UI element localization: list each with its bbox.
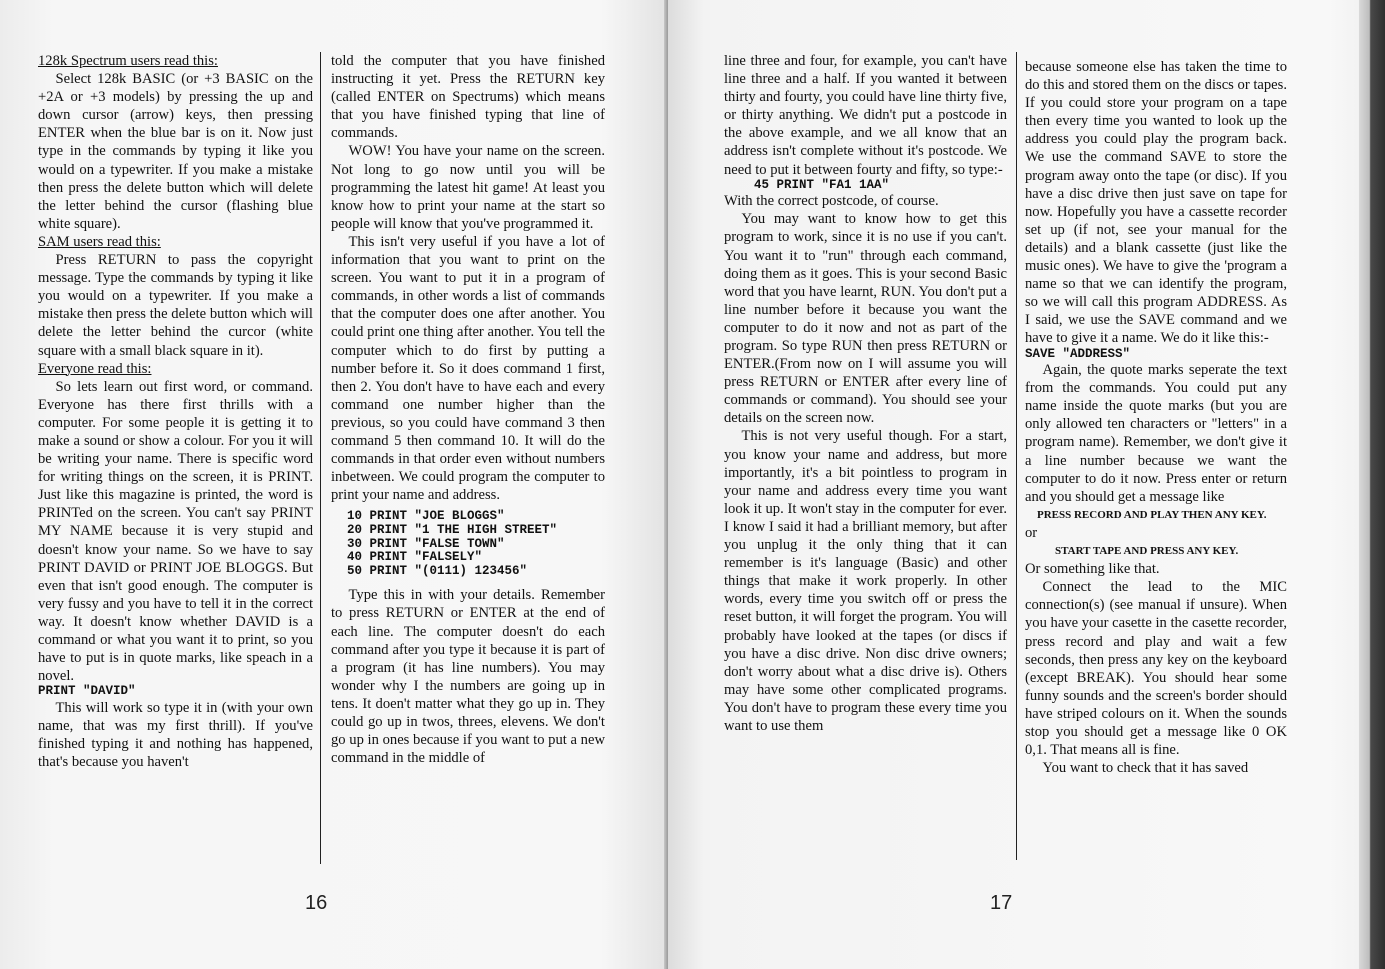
paragraph: This will work so type it in (with your own name, that was my first thrill). If you've finished typing it and nothing has happened, that's because you haven't xyxy=(38,699,313,771)
code-postcode: 45 PRINT "FA1 1AA" xyxy=(754,177,890,192)
paragraph: This is not very useful though. For a start, you know your name and address, but more importantly, it's a bit pointless to program in your name and address every time you want look it up. It won't stay in the computer for ever. I know I said it had a brilliant memory, but after you unplug it the only thing that it can remember is it's language (Basic) and other things that make it work properly. In other words, every time you switch off or press the reset button, it will forget the program. You will probably have looked at the tapes (or discs if you have a disc drive. Non disc drive owners; don't worry about what a disc drive is). Others may have some other complicated programs. You don't have to program these every time you want to use them xyxy=(724,428,1007,734)
paragraph: With the correct postcode, of course. xyxy=(724,193,939,210)
page-edge xyxy=(1359,0,1385,969)
page-number-right: 17 xyxy=(990,892,1013,914)
paragraph: Type this in with your details. Remember to press RETURN or ENTER at the end of each line. The computer doesn't do each command after you type it because it is part of a program (it has line numbers). You may wonder why I the numbers are going up in tens. It doen't matter what they go up in. They could go up in twos, threes, elevens. We don't go up in ones because if you want to put a new command in the middle of xyxy=(331,587,605,767)
paragraph: Or something like that. xyxy=(1025,561,1160,578)
code-line: 30 PRINT "FALSE TOWN" xyxy=(347,536,505,551)
code-line: 40 PRINT "FALSELY" xyxy=(347,550,483,565)
paragraph: WOW! You have your name on the screen. Not long to go now until you will be programming the latest hit game! At least you know how to print your name at the start so people will know that you've programmed it. xyxy=(331,143,605,232)
paragraph: Again, the quote marks seperate the text from the commands. You could put any name inside the quote marks (but you are only allowed ten characters or "letters" in a program name). Remember, we don't give it a line number because we want the computer to do it now. Press enter or return and you should get a message like xyxy=(1025,362,1287,505)
page-number-left: 16 xyxy=(305,892,328,914)
paragraph: You want to check that it has saved xyxy=(1042,760,1249,777)
column-divider xyxy=(320,52,321,864)
paragraph: So lets learn out first word, or command. Everyone has there first thrills with a computer. For some people it is getting it to make a sound or show a colour. For you it will be writing your name. There is specific word for writing things on the screen, it is PRINT. Just like this magazine is printed, the word is PRINTed on the screen. You can't say PRINT MY NAME because it is very stupid and doesn't know your name. So we have to say PRINT DAVID or PRINT JOE BLOGGS. But even that isn't good enough. The computer is very fussy and you have to tell it in the correct way. It doesn't know whether DAVID is a command or what you want it to print, so you have to put is in quote marks, like speach in a novel. xyxy=(38,378,313,685)
code-line: 50 PRINT "(0111) 123456" xyxy=(347,563,528,578)
right-column-2 xyxy=(1025,58,1287,777)
message-start-tape: START TAPE AND PRESS ANY KEY. xyxy=(1055,545,1239,558)
heading-sam: SAM users read this: xyxy=(38,233,161,250)
right-page xyxy=(668,0,1385,969)
code-listing xyxy=(347,510,605,578)
right-column-1 xyxy=(724,52,1007,735)
paragraph: because someone else has taken the time to do this and stored them on the discs or tapes. If you could store your program on a tape then every time you wanted to look up the address you could play the program back. We use the command SAVE to store the program away onto the tape (or disc). If you have a disc drive then just save on tape for now. Hopefully you have a cassette recorder set up (if not, see your manual for the details) and a blank cassette (just like the music ones). We have to give the 'program a name so that we can identify the program, so we will call this program ADDRESS. As I said, we use the SAVE command and we have to give it a name. We do it like this:- xyxy=(1025,59,1287,347)
paragraph: Select 128k BASIC (or +3 BASIC on the +2A or +3 models) by pressing the up and down cursor (arrow) keys, then pressing ENTER when the blue bar is on it. Now just type in the commands by typing it like you would on a typewriter. If you make a mistake then press the delete button which will delete the letter behind the cursor (flashing blue white square). xyxy=(38,71,313,232)
paragraph: Connect the lead to the MIC connection(s) (see manual if unsure). When you have your casette in the casette recorder, press record and play and wait a few seconds, then press any key on the keyboard (except BREAK). You should hear some funny sounds and the screen's border should have striped colours on it. When the sounds stop you should get a message like 0 OK 0,1. That means all is fine. xyxy=(1025,579,1287,759)
paragraph: line three and four, for example, you can't have line three and a half. If you wanted it between thirty and fourty, you could have line thirty five, or thirty anything. We didn't put a postcode in the above example, and we all know that an address isn't complete without it's postcode. We need to put it between fourty and fifty, so type:- xyxy=(724,53,1007,178)
heading-128k: 128k Spectrum users read this: xyxy=(38,53,218,69)
heading-everyone: Everyone read this: xyxy=(38,360,152,377)
left-column-2 xyxy=(331,52,605,767)
paragraph: told the computer that you have finished instructing it yet. Press the RETURN key (called ENTER on Spectrums) which means that you have finished typing that line of commands. xyxy=(331,53,605,142)
left-page xyxy=(0,0,668,969)
code-line: 20 PRINT "1 THE HIGH STREET" xyxy=(347,522,558,537)
left-column-1 xyxy=(38,52,313,771)
message-record: PRESS RECORD AND PLAY THEN ANY KEY. xyxy=(1037,508,1267,521)
code-save: SAVE "ADDRESS" xyxy=(1025,346,1131,361)
paragraph: You may want to know how to get this program to work, since it is no use if you can't. You want it to "run" through each command, doing them as it goes. This is your second Basic word that you have learnt, RUN. You don't put a line number before it because you want the computer to do it now and not as part of the program. So type RUN then press RETURN or ENTER.(From now on I will assume you will press RETURN or ENTER after every line of commands or command). You should see your details on the screen now. xyxy=(724,211,1007,427)
paragraph: This isn't very useful if you have a lot of information that you want to print on the screen. You want to put it in a program of commands, in other words a list of commands that the computer does one after another. You could print one thing after another. You tell the computer which to do first by putting a number before it. So it does command 1 first, then 2. You don't have to have each and every command one number higher than the previous, so you could have command 3 then command 5 then command 10. It will do the commands in that order even without numbers inbetween. We could program the computer to print your name and address. xyxy=(331,233,605,504)
code-print-david: PRINT "DAVID" xyxy=(38,684,136,699)
paragraph-or: or xyxy=(1025,524,1038,541)
paragraph: Press RETURN to pass the copyright message. Type the commands by typing it like you would on a typewriter. If you make a mistake then press the delete button which will delete the letter behind the curcor (white square with a small black square in it). xyxy=(38,252,313,359)
code-line: 10 PRINT "JOE BLOGGS" xyxy=(347,509,505,524)
column-divider xyxy=(1016,52,1017,860)
